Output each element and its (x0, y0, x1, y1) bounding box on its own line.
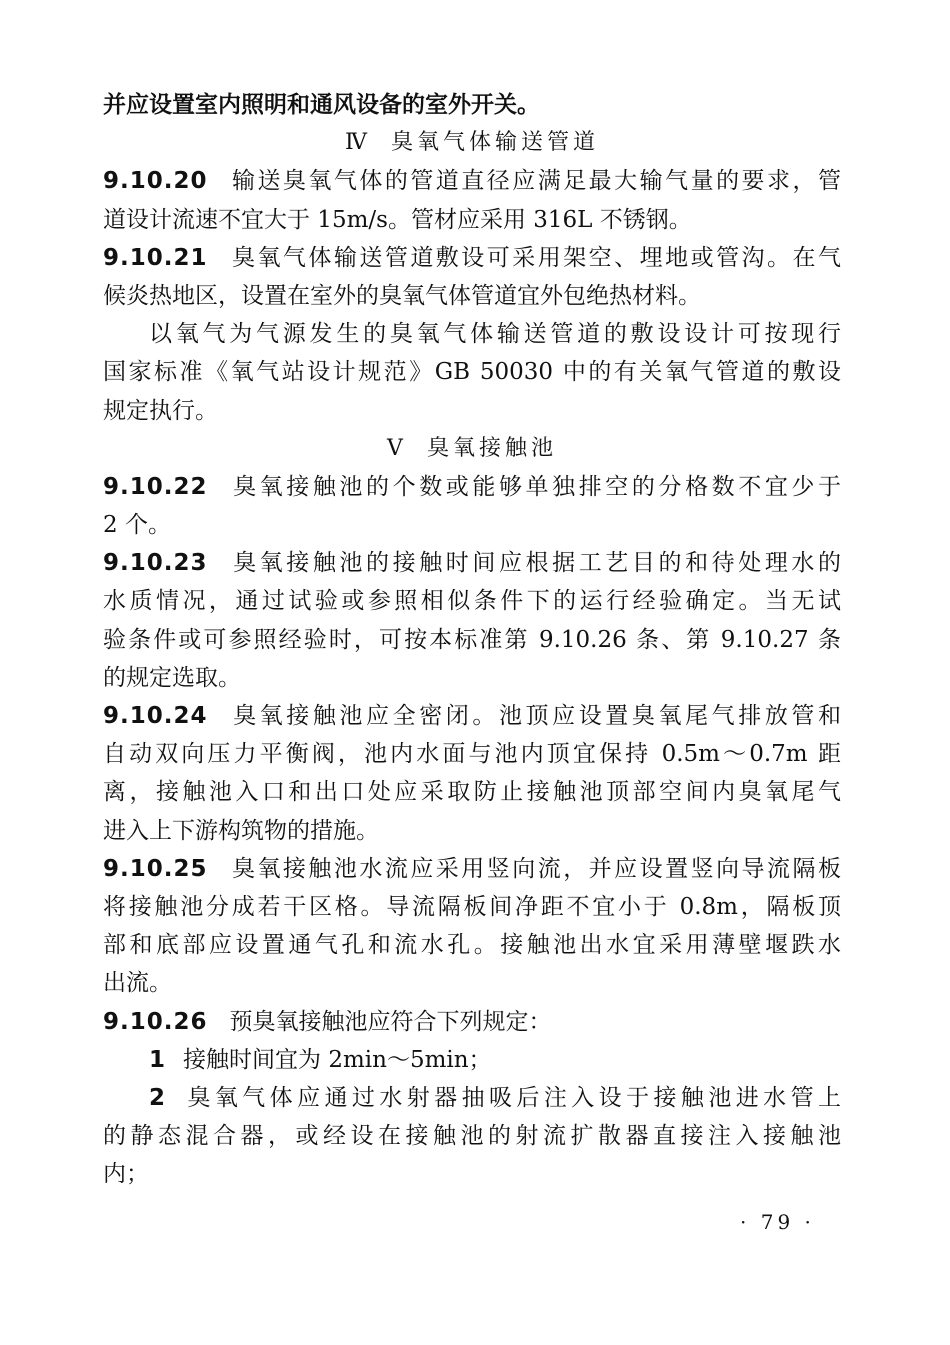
clause-9-10-25-line-1 (103, 850, 841, 888)
item-text: 臭氧气体应通过水射器抽吸后注入设于接触池进水管上 (183, 1084, 841, 1111)
clause-text: 臭氧接触池水流应采用竖向流，并应设置竖向导流隔板 (229, 855, 841, 882)
clause-9-10-23-line-1 (103, 544, 841, 582)
clause-number: 9.10.25 (103, 855, 208, 882)
clause-text: 臭氧接触池应全密闭。池顶应设置臭氧尾气排放管和 (229, 703, 841, 729)
clause-number: 9.10.22 (103, 473, 208, 500)
clause-number: 9.10.21 (103, 244, 208, 271)
clause-9-10-26-item-2-line-3: 内； (103, 1161, 149, 1188)
clause-9-10-24-line-4: 进入上下游构筑物的措施。 (103, 817, 379, 844)
clause-9-10-23-line-3: 验条件或可参照经验时，可按本标准第 9.10.26 条、第 9.10.27 条 (103, 626, 841, 653)
item-text: 接触时间宜为 2min～5min； (183, 1046, 492, 1073)
clause-9-10-21-para2-line-3: 规定执行。 (103, 397, 218, 424)
clause-number: 9.10.20 (103, 168, 208, 195)
continued-paragraph-line: 并应设置室内照明和通风设备的室外开关。 (103, 92, 540, 118)
clause-9-10-26-line-1 (103, 1003, 841, 1041)
item-number: 1 (149, 1046, 166, 1073)
clause-9-10-21-line-2: 候炎热地区，设置在室外的臭氧气体管道宜外包绝热材料。 (103, 282, 701, 309)
clause-number: 9.10.26 (103, 1008, 208, 1035)
section-roman-numeral: Ⅴ (387, 435, 407, 461)
clause-9-10-21-para2-line-1: 以氧气为气源发生的臭氧气体输送管道的敷设设计可按现行 (149, 321, 841, 348)
item-number: 2 (149, 1084, 166, 1111)
clause-9-10-20-line-1 (103, 162, 841, 200)
clause-9-10-21-para2-line-2: 国家标准《氧气站设计规范》GB 50030 中的有关氧气管道的敷设 (103, 359, 841, 386)
clause-9-10-26-item-2-line-2: 的静态混合器，或经设在接触池的射流扩散器直接注入接触池 (103, 1123, 841, 1150)
section-title: 臭氧接触池 (426, 435, 557, 461)
clause-number: 9.10.24 (103, 703, 208, 729)
document-page (103, 86, 841, 1193)
clause-text: 臭氧接触池的个数或能够单独排空的分格数不宜少于 (229, 473, 841, 500)
clause-9-10-25-line-2: 将接触池分成若干区格。导流隔板间净距不宜小于 0.8m，隔板顶 (103, 893, 841, 920)
clause-text: 预臭氧接触池应符合下列规定： (229, 1008, 552, 1035)
clause-9-10-21-line-1 (103, 239, 841, 277)
clause-9-10-26-item-2-line-1 (103, 1079, 841, 1117)
section-title: 臭氧气体输送管道 (390, 130, 599, 156)
clause-9-10-24-line-3: 离，接触池入口和出口处应采取防止接触池顶部空间内臭氧尾气 (103, 779, 841, 806)
clause-9-10-22-line-1 (103, 468, 841, 506)
section-heading-iv (103, 124, 841, 162)
clause-9-10-23-line-4: 的规定选取。 (103, 664, 241, 691)
clause-9-10-25-line-4: 出流。 (103, 970, 172, 997)
clause-text: 输送臭氧气体的管道直径应满足最大输气量的要求，管 (229, 168, 841, 195)
clause-9-10-24-line-1 (103, 697, 841, 735)
clause-text: 臭氧接触池的接触时间应根据工艺目的和待处理水的 (229, 550, 841, 577)
clause-number: 9.10.23 (103, 550, 208, 577)
page-number: · 79 · (740, 1210, 815, 1234)
clause-9-10-24-line-2: 自动双向压力平衡阀，池内水面与池内顶宜保持 0.5m～0.7m 距 (103, 741, 841, 768)
clause-text: 臭氧气体输送管道敷设可采用架空、埋地或管沟。在气 (229, 244, 841, 271)
clause-9-10-25-line-3: 部和底部应设置通气孔和流水孔。接触池出水宜采用薄壁堰跌水 (103, 932, 841, 959)
clause-9-10-20-line-2: 道设计流速不宜大于 15m/s。管材应采用 316L 不锈钢。 (103, 206, 692, 233)
clause-9-10-26-item-1 (103, 1041, 841, 1079)
section-heading-v (103, 430, 841, 468)
clause-9-10-22-line-2: 2 个。 (103, 512, 171, 539)
clause-9-10-23-line-2: 水质情况，通过试验或参照相似条件下的运行经验确定。当无试 (103, 588, 841, 615)
section-roman-numeral: Ⅳ (345, 130, 371, 156)
